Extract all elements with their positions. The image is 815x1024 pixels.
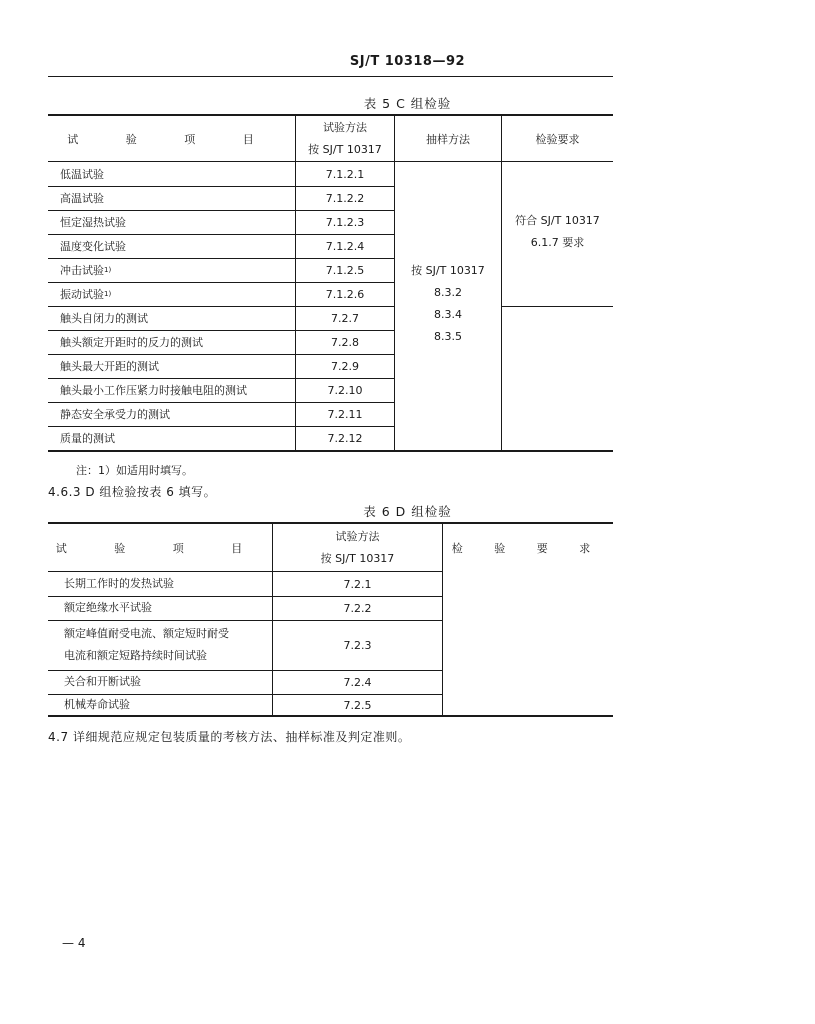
table5-row-item <box>54 354 294 378</box>
table6-caption: 表 6 D 组检验 <box>363 504 452 519</box>
table5-requirement-cell <box>502 208 613 256</box>
table5-row-item-text: 触头最小工作压紧力时接触电阻的测试 <box>60 384 247 397</box>
page-number: — 4 <box>62 936 86 950</box>
table6-header-requirement-text: 检 验 要 求 <box>451 541 605 555</box>
table5-row-method: 7.1.2.1 <box>325 167 365 181</box>
table5-requirement-line: 符合 SJ/T 10317 <box>515 214 600 227</box>
table5-header-method-line1: 试验方法 <box>323 120 367 134</box>
table6-row-item-line: 额定峰值耐受电流、额定短时耐受 <box>64 627 229 640</box>
table5-row-method: 7.2.11 <box>327 407 363 421</box>
table5-row-method: 7.1.2.2 <box>325 191 365 205</box>
table6-header-item-text: 试 验 项 目 <box>55 541 265 555</box>
table5-row-item-text: 质量的测试 <box>60 432 115 445</box>
table6-row-item <box>58 694 272 716</box>
table5-row-item <box>54 426 294 450</box>
table6-row-item-line: 电流和额定短路持续时间试验 <box>64 649 207 662</box>
table5-row-item <box>54 234 294 258</box>
table5-sampling-line: 8.3.4 <box>434 308 462 321</box>
table5-row-note: 1) <box>104 290 112 298</box>
table6-row-method: 7.2.1 <box>343 577 372 591</box>
table5-row-item-text: 振动试验 <box>60 288 104 301</box>
table5-row-method: 7.2.10 <box>327 383 363 397</box>
table6-row-item <box>58 596 272 620</box>
table5-row-item-text: 高温试验 <box>60 192 104 205</box>
table6-header-method-line2: 按 SJ/T 10317 <box>320 551 395 565</box>
header-rule <box>48 76 613 77</box>
table5-row-item <box>54 306 294 330</box>
table5-row-item-text: 静态安全承受力的测试 <box>60 408 170 421</box>
table5-requirement-line: 6.1.7 要求 <box>530 236 585 249</box>
table5-row-item <box>54 210 294 234</box>
table5-row-item-text: 触头自闭力的测试 <box>60 312 148 325</box>
table5-row-item-text: 低温试验 <box>60 168 104 181</box>
table5-header-item-text: 试 验 项 目 <box>67 132 276 146</box>
table5-header-sampling: 抽样方法 <box>426 132 470 146</box>
table6-header-method-line1: 试验方法 <box>335 529 380 543</box>
table5-row-item <box>54 330 294 354</box>
table5-row-item <box>54 282 294 306</box>
table5-row-item <box>54 402 294 426</box>
table6-row-item-line: 长期工作时的发热试验 <box>64 577 174 590</box>
table5-row-method: 7.2.9 <box>331 359 359 373</box>
table5-row-item <box>54 258 294 282</box>
clause-4-6-3: 4.6.3 D 组检验按表 6 填写。 <box>48 485 217 499</box>
table6-header-requirement <box>443 524 613 571</box>
table5-header-item <box>48 116 295 161</box>
table5-header-method-line2: 按 SJ/T 10317 <box>308 142 382 156</box>
table5-footnote: 注：1）如适用时填写。 <box>76 464 193 477</box>
table6-row-method: 7.2.5 <box>343 698 372 712</box>
table5-row-item <box>54 186 294 210</box>
table5-row-method: 7.1.2.3 <box>325 215 365 229</box>
table5-sampling-line: 8.3.5 <box>434 330 462 343</box>
table5-row-item-text: 冲击试验 <box>60 264 104 277</box>
table5-col-rule <box>501 114 502 451</box>
table5-row-item-text: 恒定湿热试验 <box>60 216 126 229</box>
table5-sampling-line: 按 SJ/T 10317 <box>411 264 485 277</box>
table6-row-item <box>58 620 272 670</box>
table5-header-requirement: 检验要求 <box>535 132 580 146</box>
table5-row-method: 7.1.2.6 <box>325 287 365 301</box>
table5-header-method <box>296 116 394 161</box>
table6-row-item <box>58 670 272 694</box>
table5-row-method: 7.2.7 <box>331 311 359 325</box>
table6-row-method: 7.2.2 <box>343 601 372 615</box>
table6-row-method: 7.2.3 <box>343 638 372 652</box>
table6-row-item-line: 机械寿命试验 <box>64 698 130 711</box>
table5-sampling-cell <box>395 262 501 346</box>
table5-row-item-text: 触头额定开距时的反力的测试 <box>60 336 203 349</box>
table5-row-item <box>54 378 294 402</box>
table6-header-item <box>48 524 272 571</box>
table5-row-method: 7.1.2.4 <box>325 239 365 253</box>
standard-number: SJ/T 10318—92 <box>349 54 466 69</box>
table5-sampling-line: 8.3.2 <box>434 286 462 299</box>
table6-row-method: 7.2.4 <box>343 675 372 689</box>
table5-requirement-rule <box>501 306 613 307</box>
table6-row-item <box>58 572 272 596</box>
table6-header-method <box>273 524 442 571</box>
table5-row-method: 7.2.12 <box>327 431 363 445</box>
table6-row-item-line: 额定绝缘水平试验 <box>64 601 152 614</box>
table5-bottom-rule <box>48 450 613 452</box>
table5-row-item-text: 触头最大开距的测试 <box>60 360 159 373</box>
table5-row-note: 1) <box>104 266 112 274</box>
table5-row-method: 7.2.8 <box>331 335 359 349</box>
table5-row-method: 7.1.2.5 <box>325 263 365 277</box>
table5-row-item-text: 温度变化试验 <box>60 240 126 253</box>
clause-4-7: 4.7 详细规范应规定包装质量的考核方法、抽样标准及判定准则。 <box>48 730 411 744</box>
table5-caption: 表 5 C 组检验 <box>363 96 452 111</box>
table5-row-item <box>54 162 294 186</box>
table6-row-item-line: 关合和开断试验 <box>64 675 141 688</box>
